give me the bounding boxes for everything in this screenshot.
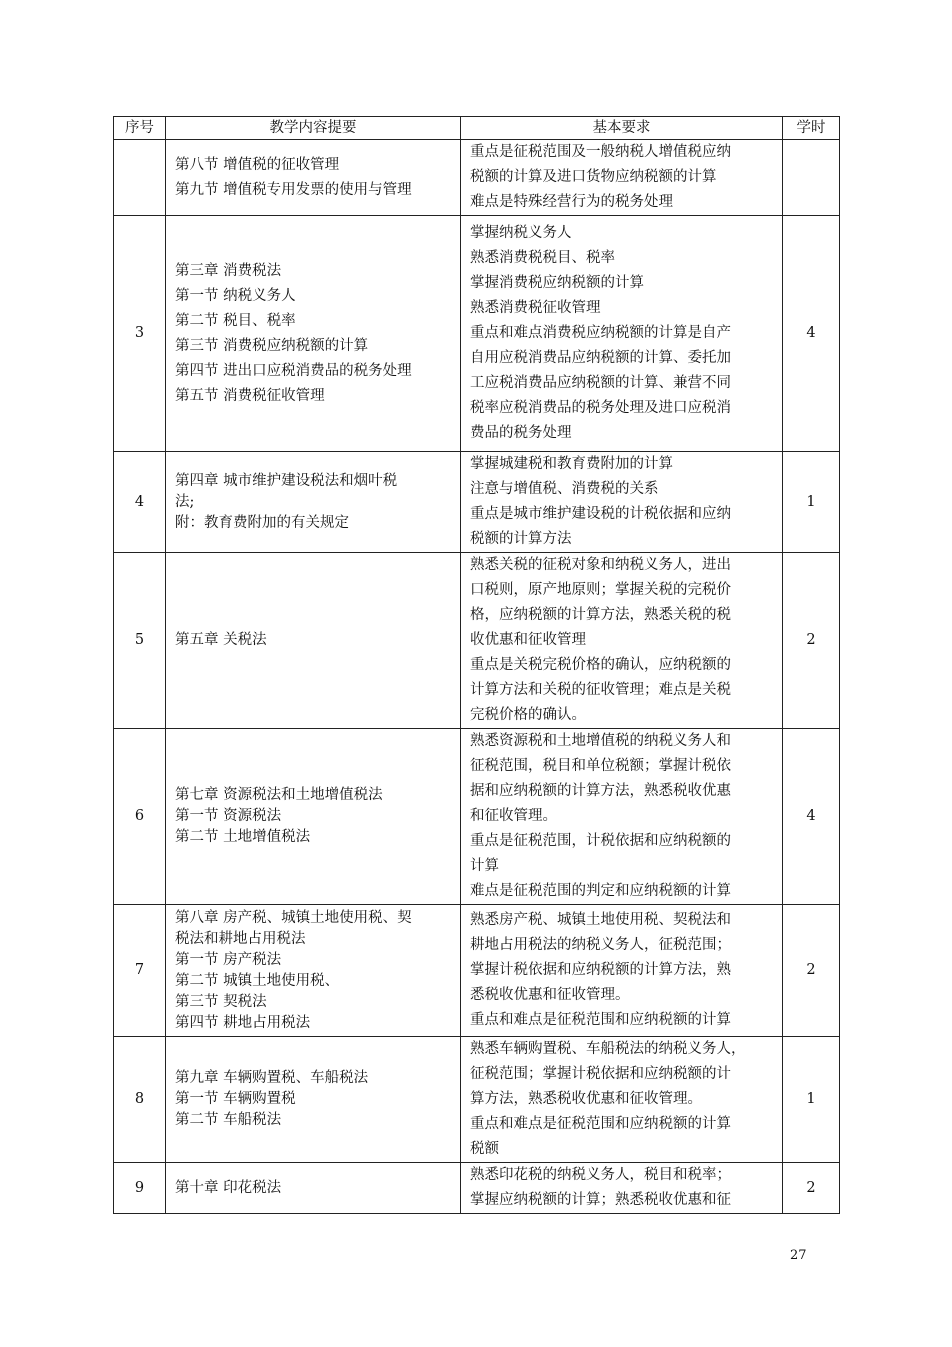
row-hours: [783, 140, 840, 216]
row-number: 8: [114, 1037, 166, 1163]
content-line: 附：教育费附加的有关规定: [175, 514, 349, 531]
content-line: 第一节 资源税法: [175, 808, 282, 824]
syllabus-table: [113, 116, 840, 1214]
row-content: [166, 140, 461, 216]
requirement-line: 熟悉关税的征税对象和纳税义务人，进出: [470, 557, 731, 573]
header-hours: 学时: [783, 117, 840, 140]
requirement-line: 悉税收优惠和征收管理。: [470, 987, 630, 1003]
row-hours: 4: [783, 216, 840, 452]
content-line: 第五章 关税法: [175, 632, 267, 648]
content-line: 法;: [175, 493, 195, 510]
requirement-line: 据和应纳税额的计算方法，熟悉税收优惠: [470, 783, 731, 799]
requirement-line: 熟悉消费税税目、税率: [470, 250, 615, 266]
content-line: 第九章 车辆购置税、车船税法: [175, 1070, 369, 1086]
content-line: 第一节 房产税法: [175, 951, 282, 968]
table-row: [114, 553, 840, 729]
row-content: [166, 905, 461, 1037]
requirement-line: 自用应税消费品应纳税额的计算、委托加: [470, 350, 731, 366]
requirement-line: 重点和难点消费税应纳税额的计算是自产: [470, 325, 731, 341]
requirement-line: 和征收管理。: [470, 808, 557, 824]
requirement-line: 口税则，原产地原则；掌握关税的完税价: [470, 582, 731, 598]
header-requirements: 基本要求: [461, 117, 783, 140]
requirement-line: 税率应税消费品的税务处理及进口应税消: [470, 400, 731, 416]
header-content: 教学内容提要: [166, 117, 461, 140]
requirement-line: 收优惠和征收管理: [470, 632, 586, 648]
row-content: [166, 553, 461, 729]
row-hours: 1: [783, 1037, 840, 1163]
requirement-line: 熟悉印花税的纳税义务人，税目和税率；: [470, 1167, 731, 1183]
requirement-line: 掌握计税依据和应纳税额的计算方法，熟: [470, 962, 731, 978]
row-content: [166, 1037, 461, 1163]
requirement-line: 完税价格的确认。: [470, 707, 586, 723]
row-hours: 1: [783, 452, 840, 553]
page-number: 27: [790, 1248, 807, 1263]
row-requirements: [461, 1037, 783, 1163]
row-requirements: [461, 140, 783, 216]
requirement-line: 难点是特殊经营行为的税务处理: [470, 194, 673, 210]
requirement-line: 工应税消费品应纳税额的计算、兼营不同: [470, 375, 731, 391]
content-line: 第三章 消费税法: [175, 262, 282, 279]
row-number: [114, 140, 166, 216]
requirement-line: 计算: [470, 858, 499, 874]
content-line: 第二节 车船税法: [175, 1112, 282, 1128]
table-row: [114, 729, 840, 905]
content-line: 第一节 纳税义务人: [175, 287, 296, 304]
table-row: [114, 216, 840, 452]
table-row: [114, 1037, 840, 1163]
content-line: 第四节 进出口应税消费品的税务处理: [175, 362, 412, 379]
requirement-line: 税额的计算及进口货物应纳税额的计算: [470, 169, 717, 185]
row-content: [166, 452, 461, 553]
content-line: 税法和耕地占用税法: [175, 930, 306, 947]
content-line: 第八节 增值税的征收管理: [175, 156, 340, 173]
requirement-line: 熟悉车辆购置税、车船税法的纳税义务人，: [470, 1041, 746, 1057]
requirement-line: 征税范围；掌握计税依据和应纳税额的计: [470, 1066, 731, 1082]
requirement-line: 格，应纳税额的计算方法，熟悉关税的税: [470, 607, 731, 623]
content-line: 第四章 城市维护建设税法和烟叶税: [175, 472, 398, 489]
row-number: 3: [114, 216, 166, 452]
requirement-line: 熟悉消费税征收管理: [470, 300, 601, 316]
table-row: [114, 452, 840, 553]
row-requirements: [461, 553, 783, 729]
row-number: 9: [114, 1163, 166, 1214]
header-no: 序号: [114, 117, 166, 140]
table-row: [114, 140, 840, 216]
row-hours: 2: [783, 905, 840, 1037]
row-content: [166, 216, 461, 452]
content-line: 第一节 车辆购置税: [175, 1091, 296, 1107]
requirement-line: 重点是征税范围，计税依据和应纳税额的: [470, 833, 731, 849]
requirement-line: 征税范围，税目和单位税额；掌握计税依: [470, 758, 731, 774]
content-line: 第四节 耕地占用税法: [175, 1014, 311, 1031]
content-line: 第三节 契税法: [175, 993, 267, 1010]
requirement-line: 耕地占用税法的纳税义务人，征税范围；: [470, 937, 731, 953]
row-number: 4: [114, 452, 166, 553]
requirement-line: 重点和难点是征税范围和应纳税额的计算: [470, 1012, 731, 1028]
row-content: [166, 729, 461, 905]
row-requirements: [461, 905, 783, 1037]
requirement-line: 重点和难点是征税范围和应纳税额的计算: [470, 1116, 731, 1132]
table-row: [114, 1163, 840, 1214]
row-number: 5: [114, 553, 166, 729]
requirement-line: 重点是征税范围及一般纳税人增值税应纳: [470, 144, 731, 160]
content-line: 第二节 税目、税率: [175, 312, 296, 329]
requirement-line: 重点是城市维护建设税的计税依据和应纳: [470, 506, 731, 522]
row-hours: 2: [783, 1163, 840, 1214]
requirement-line: 掌握纳税义务人: [470, 225, 572, 241]
requirement-line: 税额的计算方法: [470, 531, 572, 547]
requirement-line: 熟悉房产税、城镇土地使用税、契税法和: [470, 912, 731, 928]
row-requirements: [461, 729, 783, 905]
requirement-line: 掌握应纳税额的计算；熟悉税收优惠和征: [470, 1192, 731, 1208]
requirement-line: 熟悉资源税和土地增值税的纳税义务人和: [470, 733, 731, 749]
row-requirements: [461, 1163, 783, 1214]
row-hours: 2: [783, 553, 840, 729]
requirement-line: 掌握城建税和教育费附加的计算: [470, 456, 673, 472]
content-line: 第十章 印花税法: [175, 1179, 282, 1196]
requirement-line: 难点是征税范围的判定和应纳税额的计算: [470, 883, 731, 899]
content-line: 第八章 房产税、城镇土地使用税、契: [175, 909, 412, 926]
requirement-line: 税额: [470, 1141, 499, 1157]
table-row: [114, 905, 840, 1037]
table-header-row: [114, 117, 840, 140]
requirement-line: 重点是关税完税价格的确认，应纳税额的: [470, 657, 731, 673]
requirement-line: 掌握消费税应纳税额的计算: [470, 275, 644, 291]
row-requirements: [461, 216, 783, 452]
row-number: 7: [114, 905, 166, 1037]
row-requirements: [461, 452, 783, 553]
content-line: 第九节 增值税专用发票的使用与管理: [175, 181, 412, 198]
content-line: 第二节 城镇土地使用税、: [175, 972, 340, 989]
row-content: [166, 1163, 461, 1214]
row-hours: 4: [783, 729, 840, 905]
requirement-line: 费品的税务处理: [470, 425, 572, 441]
content-line: 第二节 土地增值税法: [175, 829, 311, 845]
content-line: 第七章 资源税法和土地增值税法: [175, 787, 383, 803]
content-line: 第五节 消费税征收管理: [175, 387, 325, 404]
requirement-line: 算方法，熟悉税收优惠和征收管理。: [470, 1091, 702, 1107]
content-line: 第三节 消费税应纳税额的计算: [175, 337, 369, 354]
requirement-line: 计算方法和关税的征收管理；难点是关税: [470, 682, 731, 698]
requirement-line: 注意与增值税、消费税的关系: [470, 481, 659, 497]
row-number: 6: [114, 729, 166, 905]
